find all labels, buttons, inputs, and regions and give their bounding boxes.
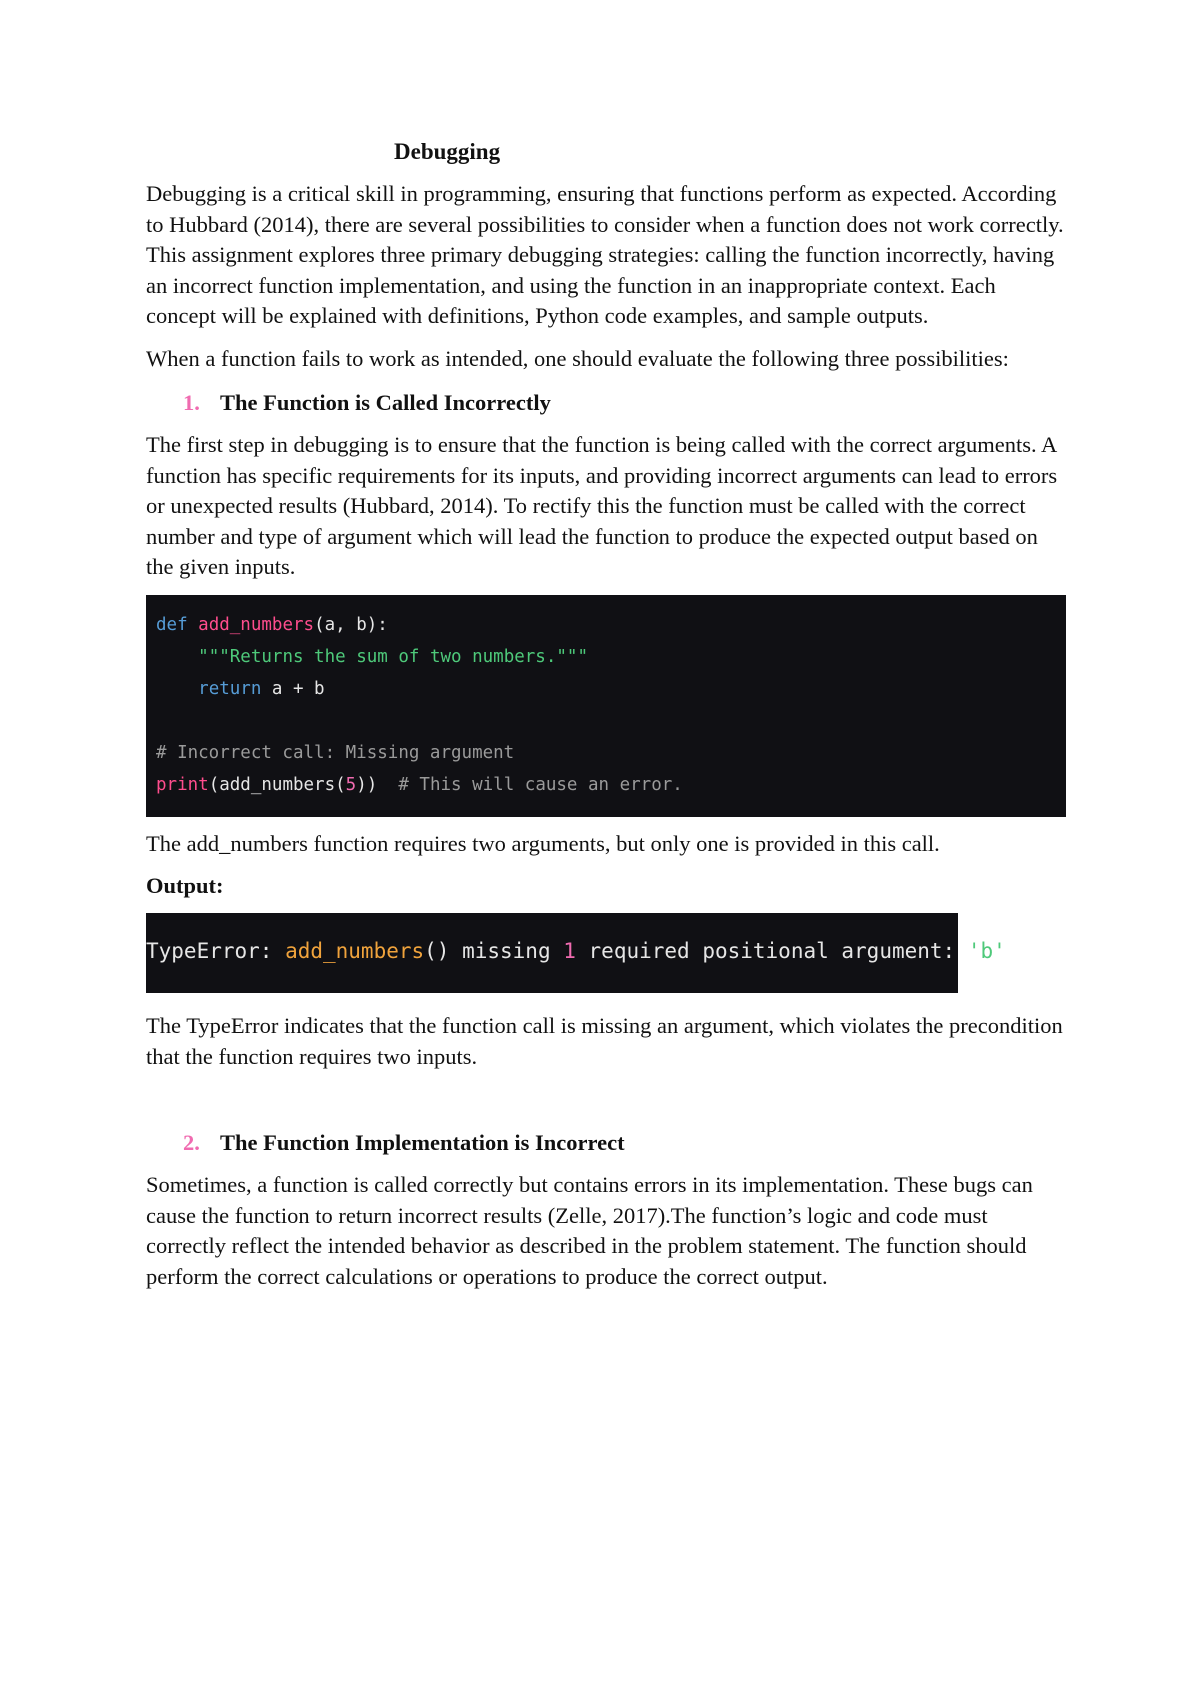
- code-line-docstring: """Returns the sum of two numbers.""": [198, 646, 588, 667]
- lead-paragraph: When a function fails to work as intended, one should evaluate the following three possibilities:: [146, 345, 1009, 371]
- code-explanation: The add_numbers function requires two arguments, but only one is provided in this call.: [146, 830, 940, 856]
- code-line-call: print(add_numbers(5)) # This will cause an error.: [156, 774, 683, 795]
- section2-heading: [146, 1128, 1066, 1158]
- code-line-comment: # Incorrect call: Missing argument: [156, 742, 515, 763]
- code-line-def: def add_numbers(a, b):: [156, 614, 388, 635]
- section2-title: The Function Implementation is Incorrect: [220, 1130, 625, 1155]
- document-page: [146, 140, 1066, 1292]
- section2-number: 2.: [183, 1130, 200, 1155]
- code-line-return: return a + b: [198, 678, 325, 699]
- intro-paragraph: Debugging is a critical skill in programming, ensuring that functions perform as expected. According to Hubbard (2014), there are several possibilities to consider when a function does not work correctly. This assignment explores three primary debugging strategies: calling the function incorrectly, having an incorrect function implementation, and using the function in an inappropriate context. Each concept will be explained with definitions, Python code examples, and sample outputs.: [146, 181, 1064, 328]
- code-snippet: [146, 595, 1066, 817]
- section1-heading: [146, 388, 1066, 418]
- page-title: Debugging: [394, 139, 501, 164]
- error-output: TypeError: add_numbers() missing 1 required positional argument: 'b': [146, 913, 958, 993]
- section2-body: Sometimes, a function is called correctly but contains errors in its implementation. These bugs can cause the function to return incorrect results (Zelle, 2017).The function’s logic and code must correctly reflect the intended behavior as described in the problem statement. The function should perform the correct calculations or operations to produce the correct output.: [146, 1172, 1033, 1289]
- section1-body: The first step in debugging is to ensure that the function is being called with the correct arguments. A function has specific requirements for its inputs, and providing incorrect arguments can lead to errors or unexpected results (Hubbard, 2014). To rectify this the function must be called with the correct number and type of argument which will lead the function to produce the expected output based on the given inputs.: [146, 432, 1058, 579]
- output-explanation: The TypeError indicates that the function call is missing an argument, which violates the precondition that the function requires two inputs.: [146, 1013, 1063, 1069]
- output-label: Output:: [146, 873, 224, 898]
- section1-number: 1.: [183, 390, 200, 415]
- section1-title: The Function is Called Incorrectly: [220, 390, 551, 415]
- code-line-blank: [156, 705, 1056, 737]
